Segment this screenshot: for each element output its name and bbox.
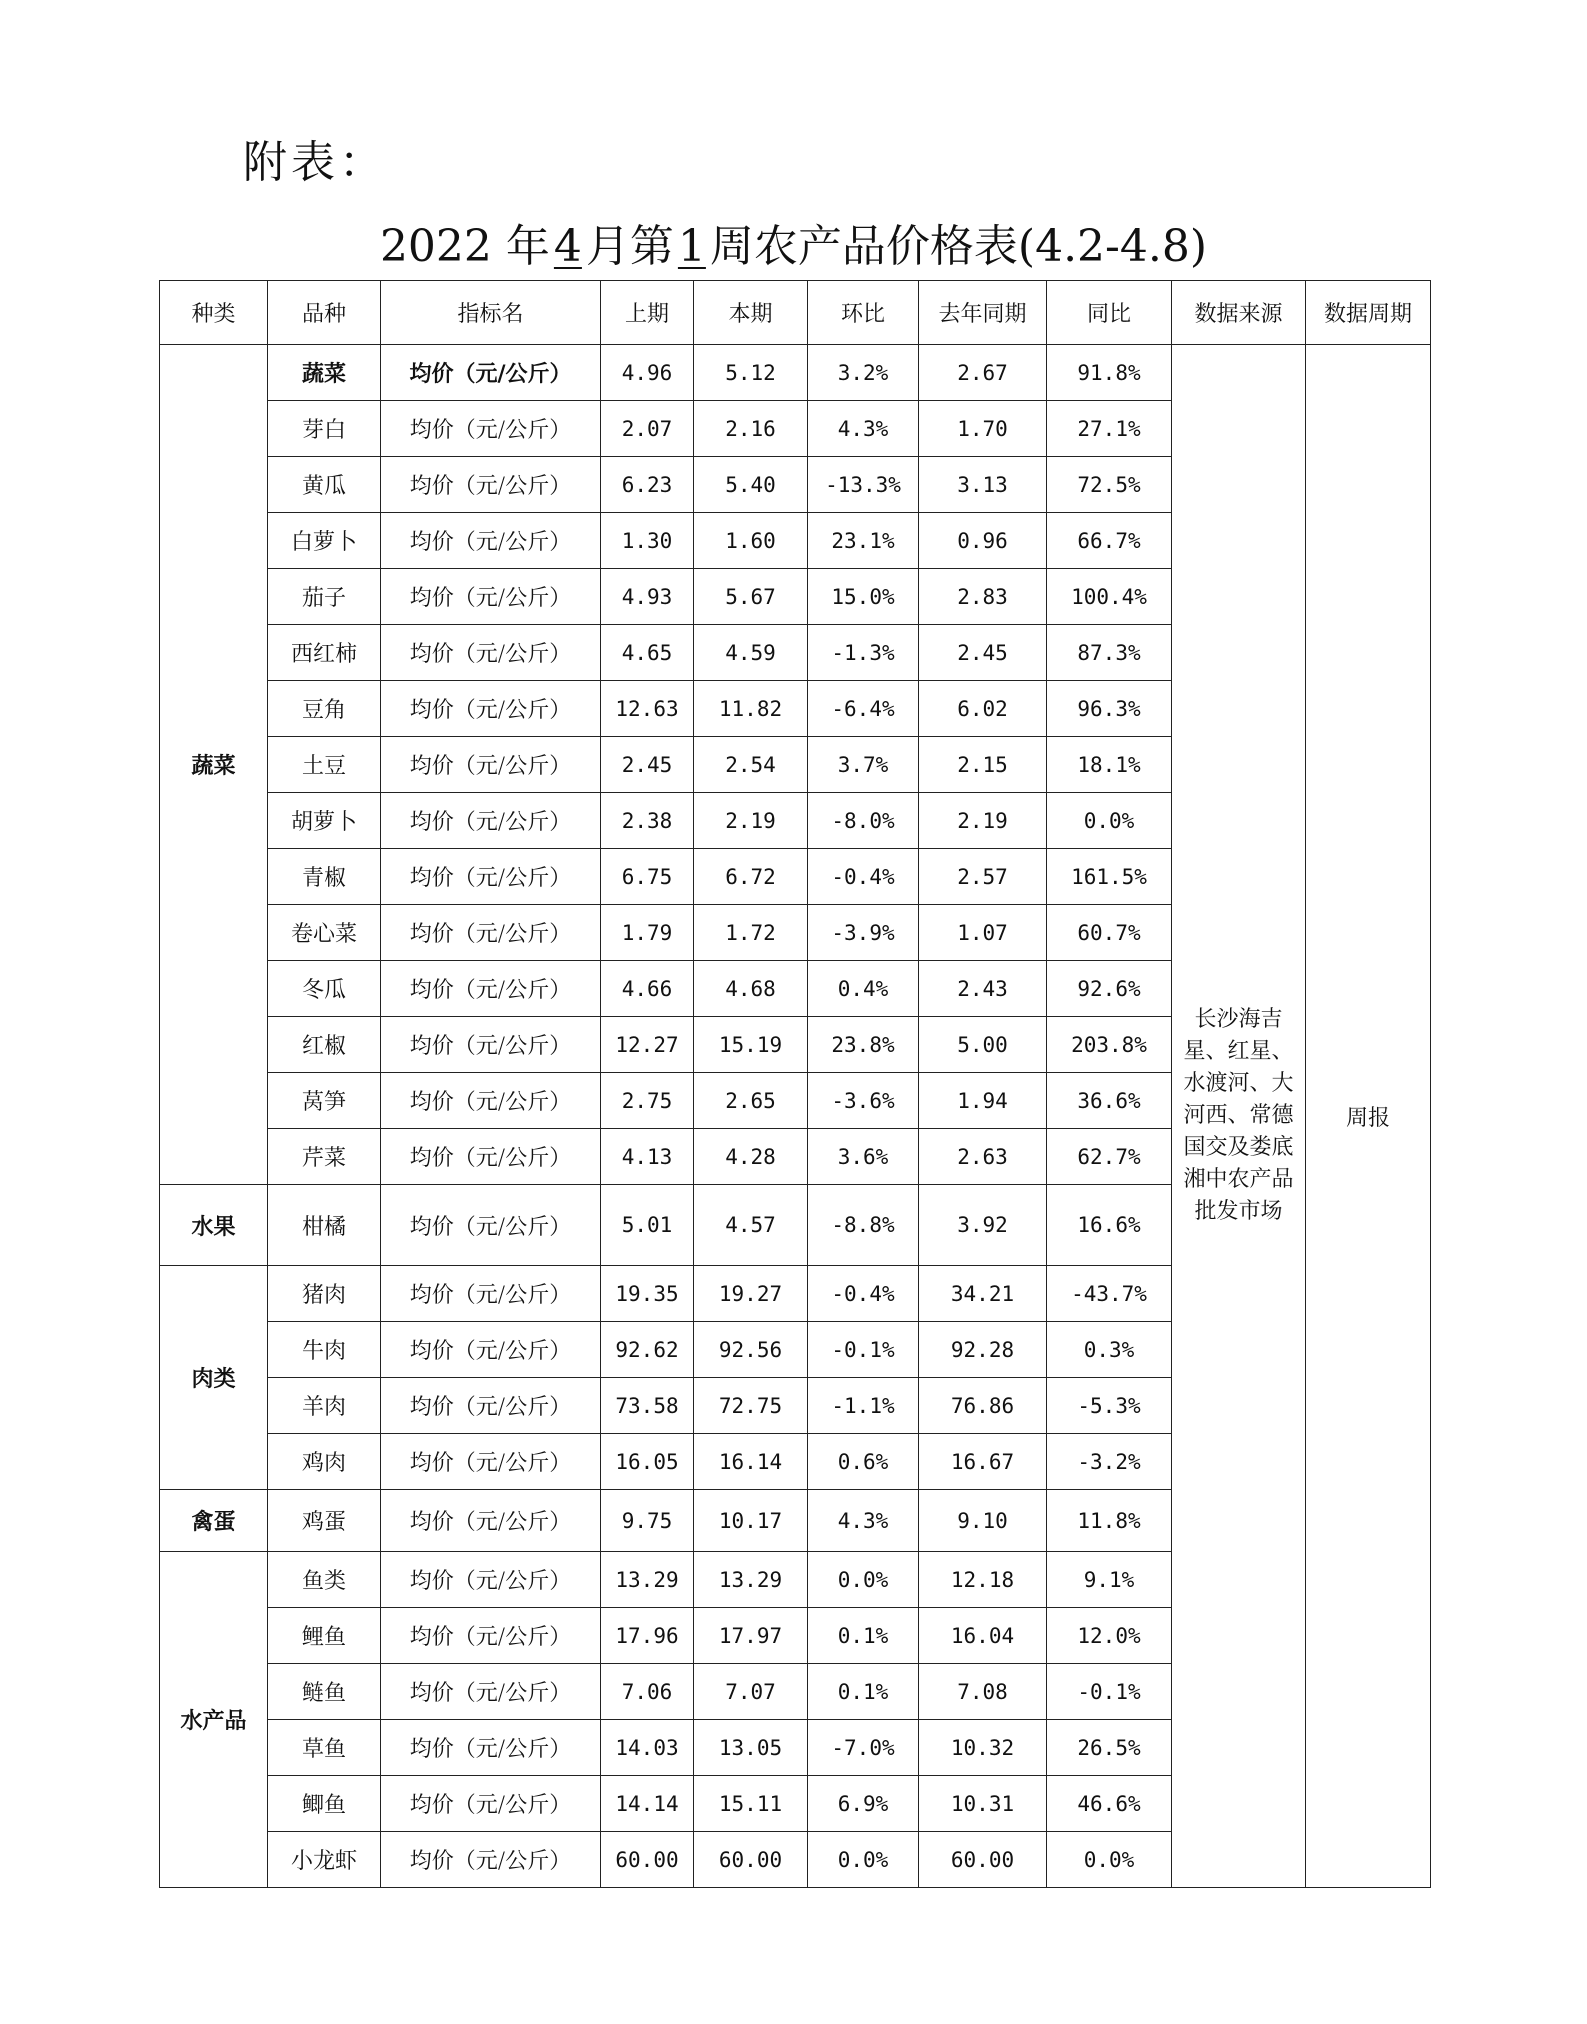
header-last-year: 去年同期	[919, 281, 1047, 345]
curr-price-cell: 72.75	[694, 1378, 808, 1434]
variety-cell: 鸡肉	[268, 1434, 381, 1490]
prev-price-cell: 2.45	[601, 737, 694, 793]
last-year-price-cell: 2.45	[919, 625, 1047, 681]
curr-price-cell: 16.14	[694, 1434, 808, 1490]
last-year-price-cell: 34.21	[919, 1266, 1047, 1322]
variety-cell: 蔬菜	[268, 345, 381, 401]
variety-cell: 红椒	[268, 1017, 381, 1073]
curr-price-cell: 92.56	[694, 1322, 808, 1378]
title-month-suffix: 月第	[585, 221, 674, 272]
indicator-cell: 均价（元/公斤）	[381, 1552, 601, 1608]
table-row	[160, 345, 1431, 401]
last-year-price-cell: 10.31	[919, 1776, 1047, 1832]
variety-cell: 芹菜	[268, 1129, 381, 1185]
indicator-cell: 均价（元/公斤）	[381, 905, 601, 961]
yoy-cell: 66.7%	[1047, 513, 1172, 569]
indicator-cell: 均价（元/公斤）	[381, 1664, 601, 1720]
last-year-price-cell: 1.07	[919, 905, 1047, 961]
mom-cell: 4.3%	[808, 401, 919, 457]
last-year-price-cell: 2.43	[919, 961, 1047, 1017]
indicator-cell: 均价（元/公斤）	[381, 1776, 601, 1832]
variety-cell: 鲤鱼	[268, 1608, 381, 1664]
data-period-cell: 周报	[1306, 345, 1431, 1888]
attachment-label: 附表：	[243, 137, 387, 188]
indicator-cell: 均价（元/公斤）	[381, 1434, 601, 1490]
category-cell: 禽蛋	[160, 1490, 268, 1552]
indicator-cell: 均价（元/公斤）	[381, 625, 601, 681]
price-table	[159, 280, 1431, 1888]
curr-price-cell: 4.57	[694, 1185, 808, 1266]
yoy-cell: -5.3%	[1047, 1378, 1172, 1434]
yoy-cell: 91.8%	[1047, 345, 1172, 401]
indicator-cell: 均价（元/公斤）	[381, 1266, 601, 1322]
yoy-cell: 203.8%	[1047, 1017, 1172, 1073]
yoy-cell: -3.2%	[1047, 1434, 1172, 1490]
indicator-cell: 均价（元/公斤）	[381, 1185, 601, 1266]
header-category: 种类	[160, 281, 268, 345]
yoy-cell: 11.8%	[1047, 1490, 1172, 1552]
curr-price-cell: 4.68	[694, 961, 808, 1017]
indicator-cell: 均价（元/公斤）	[381, 1608, 601, 1664]
last-year-price-cell: 2.63	[919, 1129, 1047, 1185]
last-year-price-cell: 0.96	[919, 513, 1047, 569]
prev-price-cell: 13.29	[601, 1552, 694, 1608]
mom-cell: -6.4%	[808, 681, 919, 737]
mom-cell: -3.6%	[808, 1073, 919, 1129]
indicator-cell: 均价（元/公斤）	[381, 401, 601, 457]
indicator-cell: 均价（元/公斤）	[381, 1490, 601, 1552]
variety-cell: 鲫鱼	[268, 1776, 381, 1832]
variety-cell: 猪肉	[268, 1266, 381, 1322]
last-year-price-cell: 2.83	[919, 569, 1047, 625]
prev-price-cell: 12.27	[601, 1017, 694, 1073]
mom-cell: 4.3%	[808, 1490, 919, 1552]
page-title	[0, 210, 1587, 274]
variety-cell: 柑橘	[268, 1185, 381, 1266]
indicator-cell: 均价（元/公斤）	[381, 849, 601, 905]
mom-cell: -8.8%	[808, 1185, 919, 1266]
prev-price-cell: 17.96	[601, 1608, 694, 1664]
header-source: 数据来源	[1172, 281, 1306, 345]
curr-price-cell: 5.40	[694, 457, 808, 513]
yoy-cell: 0.0%	[1047, 1832, 1172, 1888]
yoy-cell: 60.7%	[1047, 905, 1172, 961]
mom-cell: -1.1%	[808, 1378, 919, 1434]
indicator-cell: 均价（元/公斤）	[381, 737, 601, 793]
prev-price-cell: 9.75	[601, 1490, 694, 1552]
mom-cell: -0.1%	[808, 1322, 919, 1378]
prev-price-cell: 14.14	[601, 1776, 694, 1832]
title-week: 1	[677, 221, 706, 272]
indicator-cell: 均价（元/公斤）	[381, 1832, 601, 1888]
last-year-price-cell: 12.18	[919, 1552, 1047, 1608]
mom-cell: 23.1%	[808, 513, 919, 569]
yoy-cell: 87.3%	[1047, 625, 1172, 681]
curr-price-cell: 2.54	[694, 737, 808, 793]
header-prev: 上期	[601, 281, 694, 345]
yoy-cell: 0.3%	[1047, 1322, 1172, 1378]
curr-price-cell: 5.12	[694, 345, 808, 401]
variety-cell: 土豆	[268, 737, 381, 793]
yoy-cell: 161.5%	[1047, 849, 1172, 905]
variety-cell: 鲢鱼	[268, 1664, 381, 1720]
mom-cell: 23.8%	[808, 1017, 919, 1073]
prev-price-cell: 6.23	[601, 457, 694, 513]
curr-price-cell: 2.16	[694, 401, 808, 457]
prev-price-cell: 4.93	[601, 569, 694, 625]
mom-cell: -13.3%	[808, 457, 919, 513]
category-cell: 肉类	[160, 1266, 268, 1490]
curr-price-cell: 60.00	[694, 1832, 808, 1888]
title-month: 4	[553, 221, 582, 272]
last-year-price-cell: 1.70	[919, 401, 1047, 457]
indicator-cell: 均价（元/公斤）	[381, 345, 601, 401]
yoy-cell: -43.7%	[1047, 1266, 1172, 1322]
yoy-cell: 72.5%	[1047, 457, 1172, 513]
prev-price-cell: 14.03	[601, 1720, 694, 1776]
prev-price-cell: 4.65	[601, 625, 694, 681]
header-curr: 本期	[694, 281, 808, 345]
yoy-cell: 62.7%	[1047, 1129, 1172, 1185]
curr-price-cell: 2.65	[694, 1073, 808, 1129]
mom-cell: 3.6%	[808, 1129, 919, 1185]
category-cell: 水果	[160, 1185, 268, 1266]
mom-cell: 0.1%	[808, 1608, 919, 1664]
data-source-cell: 长沙海吉星、红星、水渡河、大河西、常德国交及娄底湘中农产品批发市场	[1172, 345, 1306, 1888]
prev-price-cell: 16.05	[601, 1434, 694, 1490]
yoy-cell: 92.6%	[1047, 961, 1172, 1017]
indicator-cell: 均价（元/公斤）	[381, 1073, 601, 1129]
curr-price-cell: 1.60	[694, 513, 808, 569]
variety-cell: 豆角	[268, 681, 381, 737]
mom-cell: 0.0%	[808, 1552, 919, 1608]
last-year-price-cell: 7.08	[919, 1664, 1047, 1720]
last-year-price-cell: 60.00	[919, 1832, 1047, 1888]
yoy-cell: 16.6%	[1047, 1185, 1172, 1266]
mom-cell: 3.7%	[808, 737, 919, 793]
mom-cell: 6.9%	[808, 1776, 919, 1832]
mom-cell: 0.1%	[808, 1664, 919, 1720]
prev-price-cell: 6.75	[601, 849, 694, 905]
table-header-row	[160, 281, 1431, 345]
last-year-price-cell: 3.13	[919, 457, 1047, 513]
indicator-cell: 均价（元/公斤）	[381, 1017, 601, 1073]
variety-cell: 小龙虾	[268, 1832, 381, 1888]
prev-price-cell: 1.79	[601, 905, 694, 961]
last-year-price-cell: 1.94	[919, 1073, 1047, 1129]
last-year-price-cell: 92.28	[919, 1322, 1047, 1378]
last-year-price-cell: 2.15	[919, 737, 1047, 793]
header-indicator: 指标名	[381, 281, 601, 345]
prev-price-cell: 2.07	[601, 401, 694, 457]
mom-cell: -8.0%	[808, 793, 919, 849]
prev-price-cell: 7.06	[601, 1664, 694, 1720]
mom-cell: -0.4%	[808, 1266, 919, 1322]
variety-cell: 卷心菜	[268, 905, 381, 961]
variety-cell: 鱼类	[268, 1552, 381, 1608]
curr-price-cell: 15.11	[694, 1776, 808, 1832]
last-year-price-cell: 3.92	[919, 1185, 1047, 1266]
prev-price-cell: 4.66	[601, 961, 694, 1017]
variety-cell: 胡萝卜	[268, 793, 381, 849]
curr-price-cell: 6.72	[694, 849, 808, 905]
indicator-cell: 均价（元/公斤）	[381, 1378, 601, 1434]
yoy-cell: 100.4%	[1047, 569, 1172, 625]
yoy-cell: 9.1%	[1047, 1552, 1172, 1608]
indicator-cell: 均价（元/公斤）	[381, 1322, 601, 1378]
prev-price-cell: 5.01	[601, 1185, 694, 1266]
variety-cell: 草鱼	[268, 1720, 381, 1776]
indicator-cell: 均价（元/公斤）	[381, 793, 601, 849]
header-mom: 环比	[808, 281, 919, 345]
last-year-price-cell: 10.32	[919, 1720, 1047, 1776]
curr-price-cell: 4.28	[694, 1129, 808, 1185]
curr-price-cell: 11.82	[694, 681, 808, 737]
mom-cell: -1.3%	[808, 625, 919, 681]
header-variety: 品种	[268, 281, 381, 345]
mom-cell: 15.0%	[808, 569, 919, 625]
indicator-cell: 均价（元/公斤）	[381, 1129, 601, 1185]
mom-cell: 0.0%	[808, 1832, 919, 1888]
yoy-cell: 27.1%	[1047, 401, 1172, 457]
prev-price-cell: 73.58	[601, 1378, 694, 1434]
last-year-price-cell: 16.67	[919, 1434, 1047, 1490]
mom-cell: 3.2%	[808, 345, 919, 401]
indicator-cell: 均价（元/公斤）	[381, 1720, 601, 1776]
curr-price-cell: 7.07	[694, 1664, 808, 1720]
variety-cell: 黄瓜	[268, 457, 381, 513]
variety-cell: 青椒	[268, 849, 381, 905]
variety-cell: 牛肉	[268, 1322, 381, 1378]
yoy-cell: 18.1%	[1047, 737, 1172, 793]
yoy-cell: 26.5%	[1047, 1720, 1172, 1776]
last-year-price-cell: 6.02	[919, 681, 1047, 737]
curr-price-cell: 15.19	[694, 1017, 808, 1073]
category-cell: 水产品	[160, 1552, 268, 1888]
variety-cell: 西红柿	[268, 625, 381, 681]
title-prefix: 2022 年	[379, 221, 550, 272]
variety-cell: 白萝卜	[268, 513, 381, 569]
mom-cell: -3.9%	[808, 905, 919, 961]
yoy-cell: 36.6%	[1047, 1073, 1172, 1129]
mom-cell: 0.6%	[808, 1434, 919, 1490]
prev-price-cell: 4.13	[601, 1129, 694, 1185]
variety-cell: 鸡蛋	[268, 1490, 381, 1552]
yoy-cell: 96.3%	[1047, 681, 1172, 737]
indicator-cell: 均价（元/公斤）	[381, 681, 601, 737]
prev-price-cell: 60.00	[601, 1832, 694, 1888]
header-period: 数据周期	[1306, 281, 1431, 345]
mom-cell: -7.0%	[808, 1720, 919, 1776]
yoy-cell: 12.0%	[1047, 1608, 1172, 1664]
last-year-price-cell: 76.86	[919, 1378, 1047, 1434]
header-yoy: 同比	[1047, 281, 1172, 345]
last-year-price-cell: 2.57	[919, 849, 1047, 905]
curr-price-cell: 5.67	[694, 569, 808, 625]
last-year-price-cell: 9.10	[919, 1490, 1047, 1552]
prev-price-cell: 4.96	[601, 345, 694, 401]
last-year-price-cell: 5.00	[919, 1017, 1047, 1073]
curr-price-cell: 1.72	[694, 905, 808, 961]
mom-cell: -0.4%	[808, 849, 919, 905]
category-cell: 蔬菜	[160, 345, 268, 1185]
variety-cell: 冬瓜	[268, 961, 381, 1017]
yoy-cell: 46.6%	[1047, 1776, 1172, 1832]
curr-price-cell: 4.59	[694, 625, 808, 681]
prev-price-cell: 2.75	[601, 1073, 694, 1129]
title-suffix: 周农产品价格表(4.2-4.8)	[709, 221, 1208, 272]
last-year-price-cell: 2.19	[919, 793, 1047, 849]
prev-price-cell: 92.62	[601, 1322, 694, 1378]
indicator-cell: 均价（元/公斤）	[381, 961, 601, 1017]
curr-price-cell: 13.29	[694, 1552, 808, 1608]
curr-price-cell: 17.97	[694, 1608, 808, 1664]
curr-price-cell: 19.27	[694, 1266, 808, 1322]
curr-price-cell: 13.05	[694, 1720, 808, 1776]
curr-price-cell: 2.19	[694, 793, 808, 849]
variety-cell: 芽白	[268, 401, 381, 457]
mom-cell: 0.4%	[808, 961, 919, 1017]
variety-cell: 茄子	[268, 569, 381, 625]
table-body	[160, 345, 1431, 1888]
curr-price-cell: 10.17	[694, 1490, 808, 1552]
variety-cell: 羊肉	[268, 1378, 381, 1434]
yoy-cell: -0.1%	[1047, 1664, 1172, 1720]
indicator-cell: 均价（元/公斤）	[381, 457, 601, 513]
indicator-cell: 均价（元/公斤）	[381, 569, 601, 625]
indicator-cell: 均价（元/公斤）	[381, 513, 601, 569]
variety-cell: 莴笋	[268, 1073, 381, 1129]
prev-price-cell: 19.35	[601, 1266, 694, 1322]
last-year-price-cell: 2.67	[919, 345, 1047, 401]
yoy-cell: 0.0%	[1047, 793, 1172, 849]
prev-price-cell: 2.38	[601, 793, 694, 849]
last-year-price-cell: 16.04	[919, 1608, 1047, 1664]
prev-price-cell: 1.30	[601, 513, 694, 569]
prev-price-cell: 12.63	[601, 681, 694, 737]
